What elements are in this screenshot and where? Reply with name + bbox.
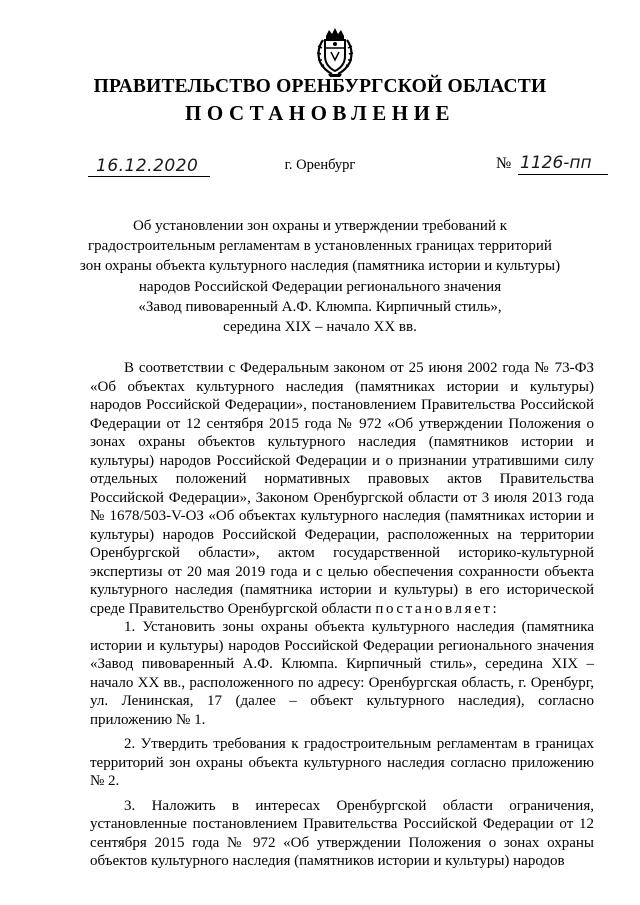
- number-handwritten: 1126-пп: [520, 153, 592, 173]
- preamble-text: В соответствии с Федеральным законом от 25 июня 2002 года № 73-ФЗ «Об объектах культурного наследия (памятниках истории и культуры) народов Российской Федерации», постановлением Правительства Российской Федерации от 12 сентября 2015 года № 972 «Об утверждении Положения о зонах охраны объектов культурного наследия (памятников истории и культуры) народов Российской Федерации и о признании утратившими силу отдельных положений нормативных правовых актов Правительства Российской Федерации», Законом Оренбургской области от 3 июля 2013 года № 1678/503-V-ОЗ «Об объектах культурного наследия (памятниках истории и культуры) народов Российской Федерации, расположенных на территории Оренбургской области», актом государственной историко-культурной экспертизы от 20 мая 2019 года и с целью обеспечения сохранности объекта культурного наследия (памятника истории и культуры) в его исторической среде Правительство Оренбургской области: [90, 360, 594, 617]
- date-handwritten: 16.12.2020: [96, 156, 199, 176]
- city-label: г. Оренбург: [284, 157, 356, 173]
- decree-word: постановляет:: [375, 600, 500, 617]
- document-title: [60, 216, 580, 337]
- title-line: Об установлении зон охраны и утверждении требований к: [132, 218, 508, 234]
- coat-of-arms-emblem: [312, 26, 358, 78]
- document-body: [90, 359, 594, 871]
- title-line: «Завод пивоваренный А.Ф. Клюмпа. Кирпичный стиль»,: [138, 298, 502, 315]
- item-paragraph: 2. Утвердить требования к градостроительным регламентам в границах территорий зон охраны объекта культурного наследия согласно приложению № 2.: [90, 736, 594, 789]
- date-underline: [88, 176, 210, 177]
- organization-heading: ПРАВИТЕЛЬСТВО ОРЕНБУРГСКОЙ ОБЛАСТИ: [93, 76, 547, 97]
- item-paragraph: 3. Наложить в интересах Оренбургской области ограничения, установленные постановлением Правительства Российской Федерации от 12 сентября 2015 года № 972 «Об утверждении Положения о зонах охраны объектов культурного наследия (памятников истории и культуры) народов: [90, 797, 594, 869]
- title-line: зон охраны объекта культурного наследия (памятника истории и культуры): [79, 258, 561, 275]
- title-line: градостроительным регламентам в установленных границах территорий: [88, 238, 552, 255]
- document-type-heading: ПОСТАНОВЛЕНИЕ: [185, 101, 455, 125]
- item-paragraph: 1. Установить зоны охраны объекта культурного наследия (памятника истории и культуры) народов Российской Федерации регионального значения «Завод пивоваренный А.Ф. Клюмпа. Кирпичный стиль», середина XIX – начало XX вв., расположенного по адресу: Оренбургская область, г. Оренбург, ул. Ленинская, 17 (далее – объект культурного наследия), согласно приложению № 1.: [90, 619, 594, 728]
- document-number: [496, 153, 608, 179]
- preamble-paragraph: [90, 359, 594, 618]
- title-line: середина XIX – начало XX вв.: [223, 319, 417, 336]
- number-underline: [518, 174, 608, 175]
- number-sign: №: [496, 155, 512, 172]
- title-line: народов Российской Федерации регионального значения: [138, 278, 502, 295]
